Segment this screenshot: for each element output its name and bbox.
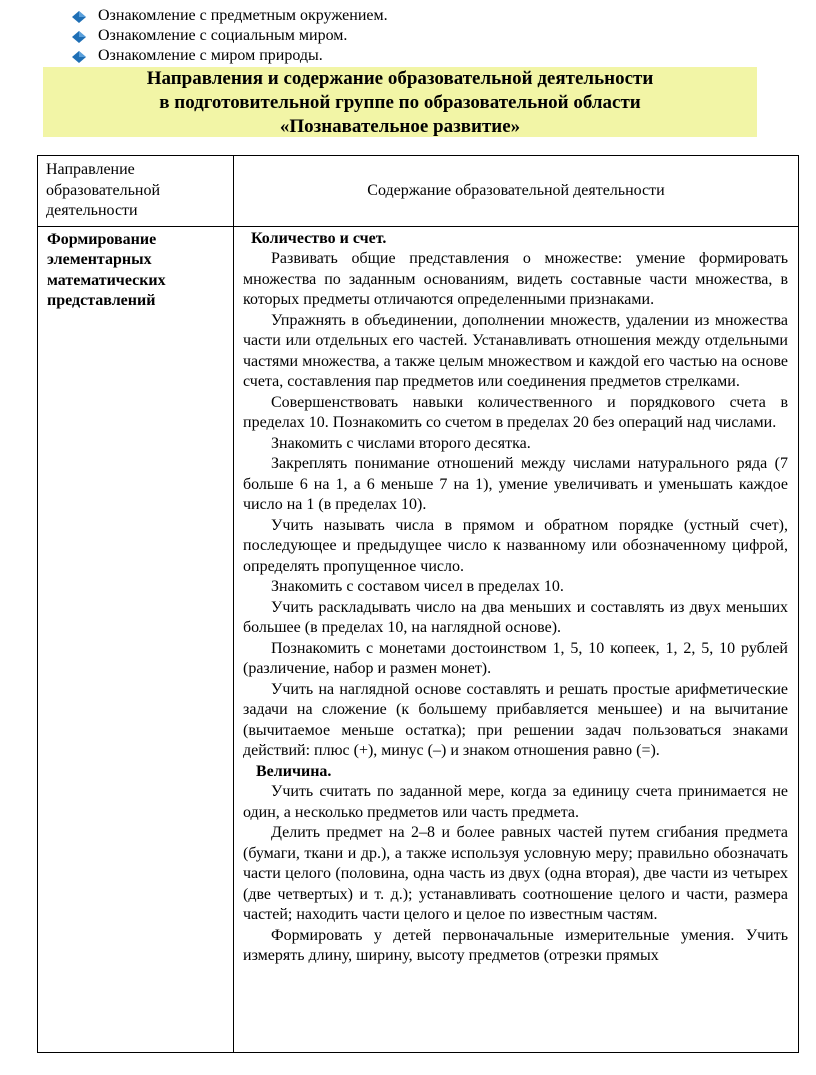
bullet-text: Ознакомление с социальным миром. — [98, 27, 348, 44]
paragraph: Знакомить с составом чисел в пределах 10. — [271, 578, 564, 595]
bullet-item — [72, 6, 752, 26]
table-row — [38, 226, 799, 1053]
diamond-bullet-icon — [72, 31, 86, 43]
paragraph: Развивать общие представления о множестве: умение формировать множества по заданным основаниям, видеть составные части множества, в которых предметы отличаются определенными признаками. — [243, 250, 788, 308]
paragraph: Упражнять в объединении, дополнении множеств, удалении из множества части или отдельных его частей. Устанавливать отношения между отдельными частями множества, а также целым множеством и каждой его частью на основе счета, составления пар предметов или соединения предметов стрелками. — [243, 311, 788, 390]
paragraph: Совершенствовать навыки количественного и порядкового счета в пределах 10. Познакомить со счетом в пределах 20 без операций над числами. — [243, 393, 788, 431]
section-heading-banner — [43, 67, 757, 137]
subsection-title-quantity: Количество и счет. — [251, 229, 387, 247]
bullet-text: Ознакомление с предметным окружением. — [98, 7, 388, 24]
header-content: Содержание образовательной деятельности — [234, 156, 799, 227]
paragraph: Учить раскладывать число на два меньших и составлять из двух меньших большее (в пределах 10, на наглядной основе). — [243, 598, 788, 636]
diamond-bullet-icon — [72, 51, 86, 63]
paragraph: Закреплять понимание отношений между числами натурального ряда (7 больше 6 на 1, а 6 меньше 7 на 1), умение увеличивать и уменьшать каждое число на 1 (в пределах 10). — [243, 455, 788, 513]
subsection-title-magnitude: Величина. — [256, 762, 332, 780]
paragraph: Делить предмет на 2–8 и более равных частей путем сгибания предмета (бумаги, ткани и др.), а также используя условную меру; правильно обозначать части целого (половина, одна часть из двух (одна вторая), две части из четырех (две четвертых) и т. д.); устанавливать соотношение целого и части, размера частей; находить части целого и целое по известным частям. — [243, 824, 788, 923]
heading-line-1: Направления и содержание образовательной деятельности — [146, 68, 654, 89]
paragraph: Учить на наглядной основе составлять и решать простые арифметические задачи на сложение (к большему прибавляется меньшее) и на вычитание (вычитаемое меньше остатка); при решении задач пользоваться знаками действий: плюс (+), минус (–) и знаком отношения равно (=). — [243, 680, 788, 759]
header-direction: Направление образовательной деятельности — [38, 156, 234, 227]
paragraph: Учить считать по заданной мере, когда за единицу счета принимается не один, а несколько предметов или часть предмета. — [243, 783, 788, 821]
diamond-bullet-icon — [72, 11, 86, 23]
content-cell — [234, 226, 799, 1053]
paragraph: Учить называть числа в прямом и обратном порядке (устный счет), последующее и предыдущее число к названному или обозначенному цифрой, определять пропущенное число. — [243, 516, 788, 575]
paragraph: Знакомить с числами второго десятка. — [271, 434, 531, 452]
heading-line-2: в подготовительной группе по образовательной области — [159, 92, 641, 113]
table-header-row — [38, 156, 799, 227]
paragraph: Формировать у детей первоначальные измерительные умения. Учить измерять длину, ширину, высоту предметов (отрезки прямых — [243, 926, 788, 964]
heading-line-3: «Познавательное развитие» — [279, 116, 521, 137]
bullet-list — [72, 6, 752, 66]
bullet-text: Ознакомление с миром природы. — [98, 47, 323, 64]
bullet-item — [72, 26, 752, 46]
content-table — [37, 155, 799, 1053]
direction-cell: Формирование элементарных математических представлений — [38, 226, 234, 1053]
paragraph: Познакомить с монетами достоинством 1, 5, 10 копеек, 1, 2, 5, 10 рублей (различение, набор и размен монет). — [243, 639, 788, 677]
bullet-item — [72, 46, 752, 66]
